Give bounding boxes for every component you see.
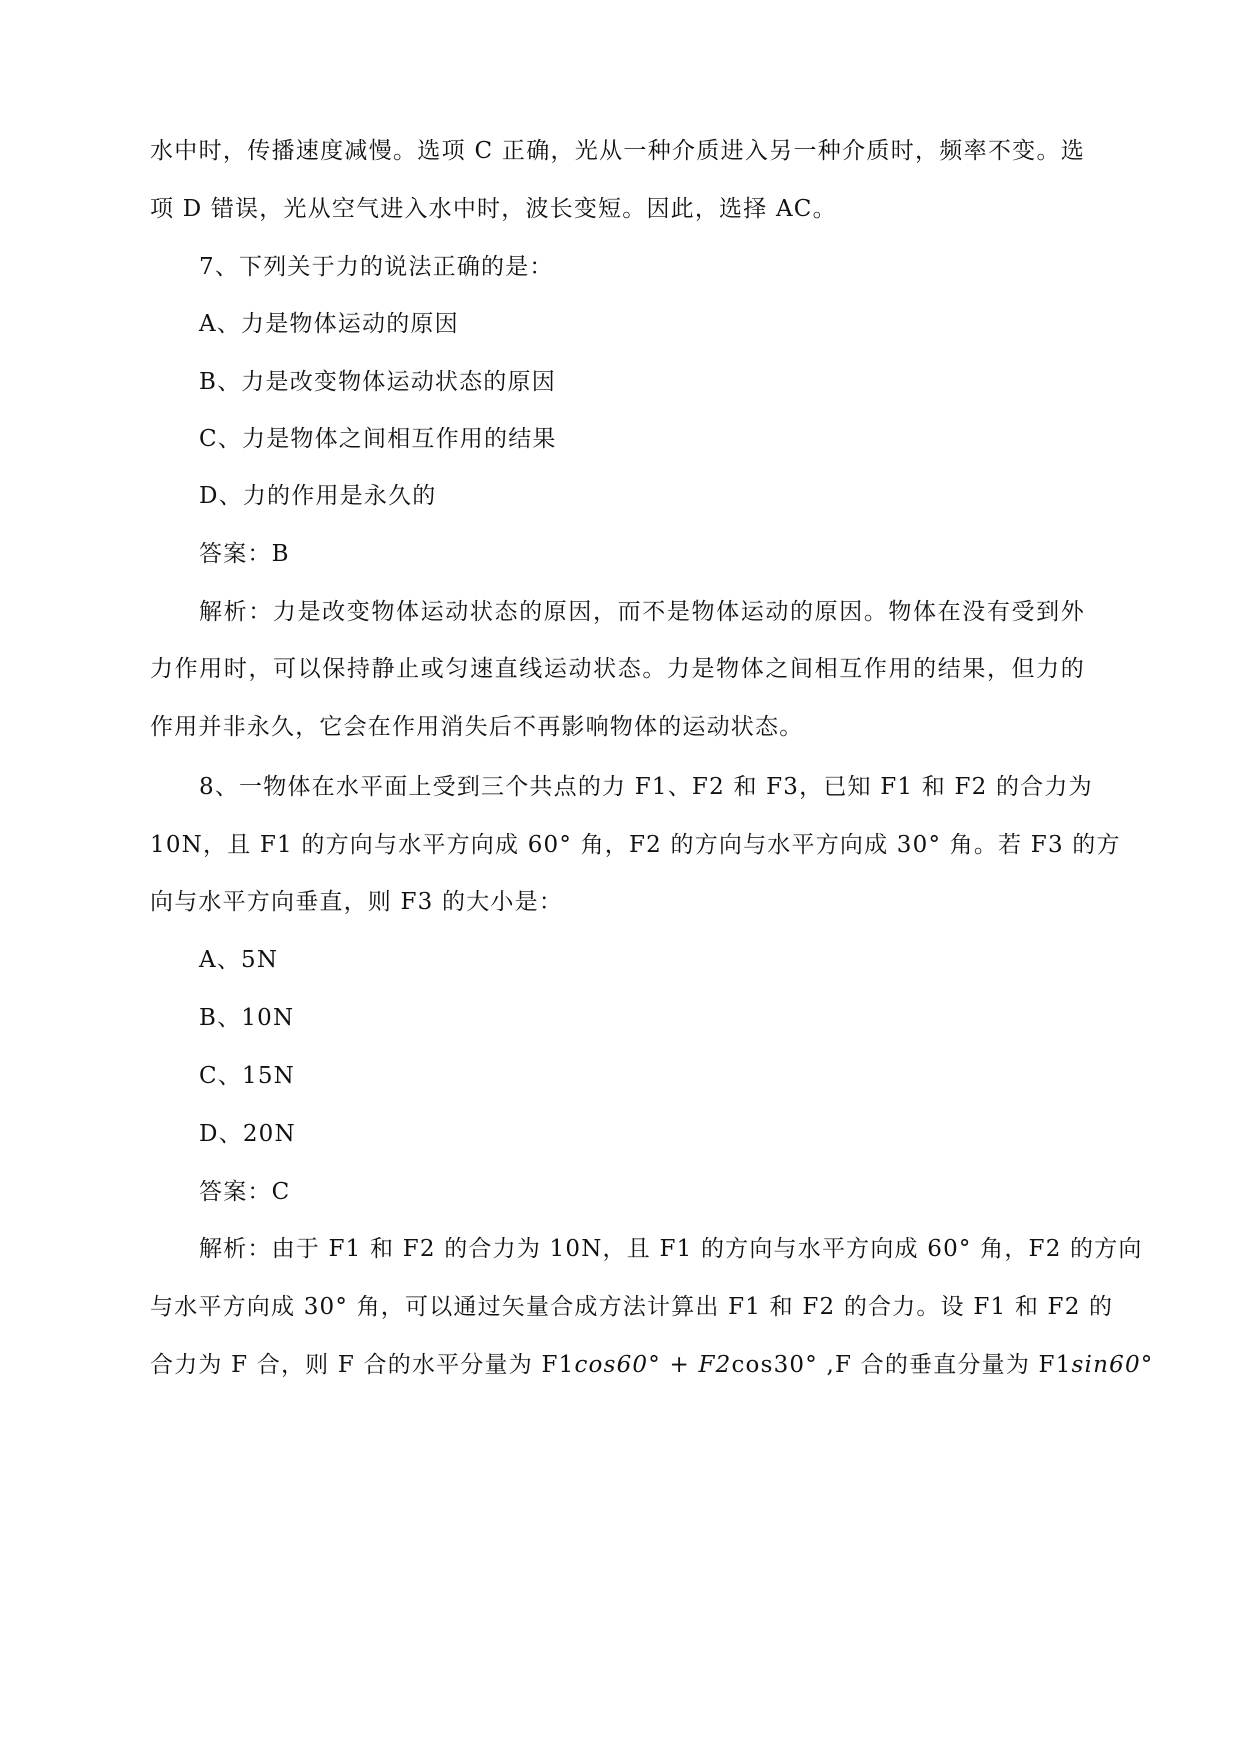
paragraph-continuation-line-2: 项 D 错误，光从空气进入水中时，波长变短。因此，选择 AC。: [150, 196, 837, 222]
q8-analysis-line-3-text-a: 合力为 F 合，则 F 合的水平分量为 F1: [150, 1352, 575, 1378]
q8-question-line-1: 8、一物体在水平面上受到三个共点的力 F1、F2 和 F3，已知 F1 和 F2 的合力为: [199, 774, 1093, 800]
q8-option-c: C、15N: [199, 1063, 295, 1089]
q7-analysis-line-1: 解析：力是改变物体运动状态的原因，而不是物体运动的原因。物体在没有受到外: [199, 599, 1085, 625]
q7-analysis-line-3: 作用并非永久，它会在作用消失后不再影响物体的运动状态。: [150, 714, 804, 740]
q8-option-a: A、5N: [199, 947, 279, 973]
q7-answer: 答案：B: [199, 541, 290, 567]
q7-option-a: A、力是物体运动的原因: [199, 311, 459, 337]
q8-question-line-3: 向与水平方向垂直，则 F3 的大小是：: [150, 889, 564, 915]
q8-analysis-line-3-formula-b: cos60° + F2: [574, 1352, 732, 1378]
q8-analysis-line-3: [150, 1350, 1154, 1380]
q7-option-b: B、力是改变物体运动状态的原因: [199, 369, 556, 395]
q7-option-d: D、力的作用是永久的: [199, 483, 437, 509]
paragraph-continuation-line-1: 水中时，传播速度减慢。选项 C 正确，光从一种介质进入另一种介质时，频率不变。选: [150, 138, 1085, 164]
q8-analysis-line-3-text-c: cos30° ,F 合的垂直分量为 F1: [731, 1352, 1072, 1378]
q8-option-b: B、10N: [199, 1005, 295, 1031]
q8-option-d: D、20N: [199, 1121, 296, 1147]
q8-analysis-line-1: 解析：由于 F1 和 F2 的合力为 10N，且 F1 的方向与水平方向成 60° 角，F2 的方向: [199, 1236, 1143, 1262]
q8-question-line-2: 10N，且 F1 的方向与水平方向成 60° 角，F2 的方向与水平方向成 30° 角。若 F3 的方: [150, 832, 1121, 858]
q8-answer: 答案：C: [199, 1179, 291, 1205]
q7-option-c: C、力是物体之间相互作用的结果: [199, 426, 557, 452]
q8-analysis-line-2: 与水平方向成 30° 角，可以通过矢量合成方法计算出 F1 和 F2 的合力。设 F1 和 F2 的: [150, 1294, 1114, 1320]
q7-analysis-line-2: 力作用时，可以保持静止或匀速直线运动状态。力是物体之间相互作用的结果，但力的: [150, 656, 1085, 682]
q7-question: 7、下列关于力的说法正确的是：: [199, 254, 554, 280]
q8-analysis-line-3-formula-d: sin60°: [1071, 1352, 1154, 1378]
